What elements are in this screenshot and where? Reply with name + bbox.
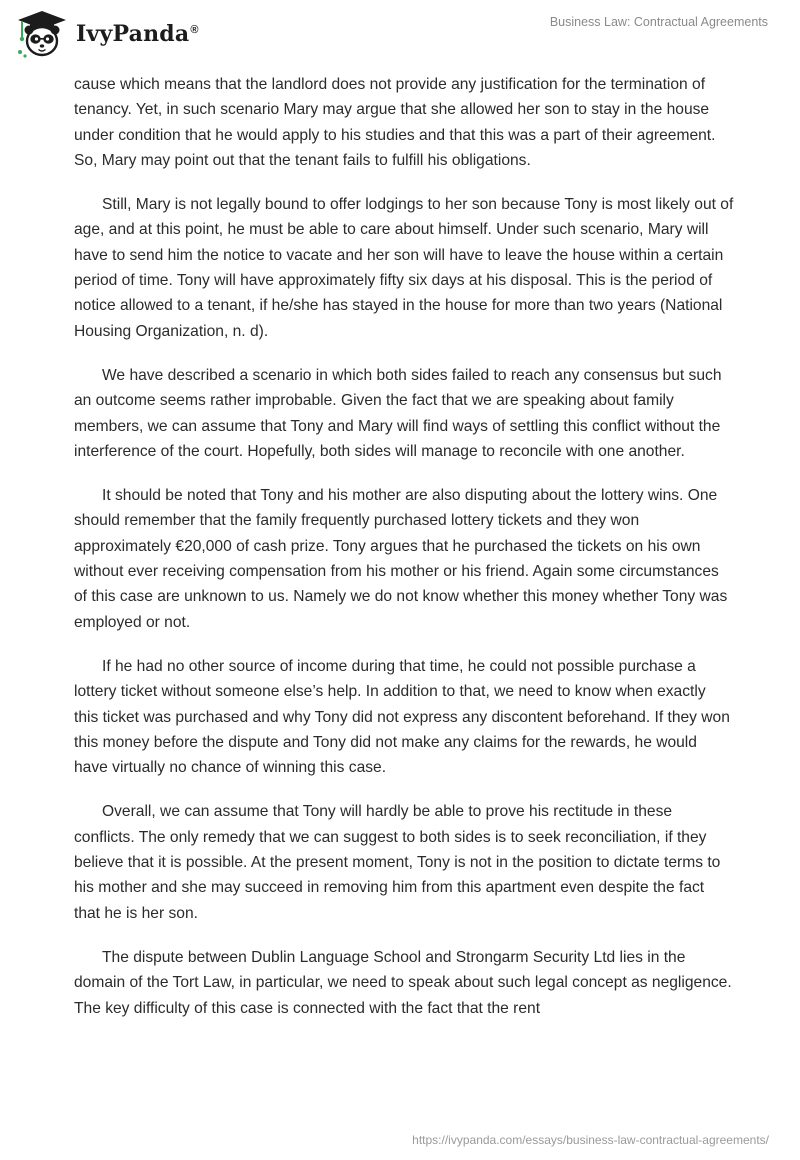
paragraph-3: We have described a scenario in which both sides failed to reach any consensus but such an outcome seems rather improbable. Given the fact that we are speaking about family members, we can assume that Tony and Mary will find ways of settling this conflict without the interference of the court. Hopefully, both sides will manage to reconcile with one another. [74,366,722,460]
registered-mark: ® [190,23,199,36]
paragraph-5: If he had no other source of income during that time, he could not possible purchase a lottery ticket without someone else’s help. In addition to that, we need to know when exactly this ticket was purchased and why Tony did not express any discontent beforehand. If they won this money before the dispute and Tony did not make any claims for the rewards, he would have virtually no chance of winning this case. [74,657,730,777]
paragraph-7: The dispute between Dublin Language School and Strongarm Security Ltd lies in the domain of the Tort Law, in particular, we need to speak about such legal concept as negligence. The key difficulty of this case is connected with the fact that the rent [74,948,732,1017]
paragraph-2: Still, Mary is not legally bound to offer lodgings to her son because Tony is most likely out of age, and at this point, he must be able to care about himself. Under such scenario, Mary will have to send him the notice to vacate and her son will have to leave the house within a certain period of time. Tony will have approximately fifty six days at his disposal. This is the period of notice allowed to a tenant, if he/she has stayed in the house for more than two years (National Housing Organization, n. d). [74,196,734,340]
document-title: Business Law: Contractual Agreements [549,15,768,29]
paragraph-1: cause which means that the landlord does not provide any justification for the termination of tenancy. Yet, in such scenario Mary may argue that she allowed her son to stay in the house under condition that he would apply to his studies and that this was a part of their agreement. So, Mary may point out that the tenant fails to fulfill his obligations. [74,76,716,169]
page-header [0,0,800,70]
brand-name-text: IvyPanda [76,21,190,47]
brand-name [76,21,199,47]
source-url[interactable]: https://ivypanda.com/essays/business-law-contractual-agreements/ [412,1133,769,1147]
paragraph-6: Overall, we can assume that Tony will hardly be able to prove his rectitude in these conflicts. The only remedy that we can suggest to both sides is to seek reconciliation, if they believe that it is possible. At the present moment, Tony is not in the position to dictate terms to his mother and she may succeed in removing him from this apartment even despite the fact that he is her son. [74,803,721,922]
brand-logo[interactable] [14,8,199,60]
essay-body [74,72,734,1040]
paragraph-4: It should be noted that Tony and his mother are also disputing about the lottery wins. One should remember that the family frequently purchased lottery tickets and they won approximately €20,000 of cash prize. Tony argues that he purchased the tickets on his own without ever receiving compensation from his mother or his friend. Again some circumstances of this case are unknown to us. Namely we do not know whether this money whether Tony was employed or not. [74,487,728,631]
panda-graduate-icon [14,8,70,60]
